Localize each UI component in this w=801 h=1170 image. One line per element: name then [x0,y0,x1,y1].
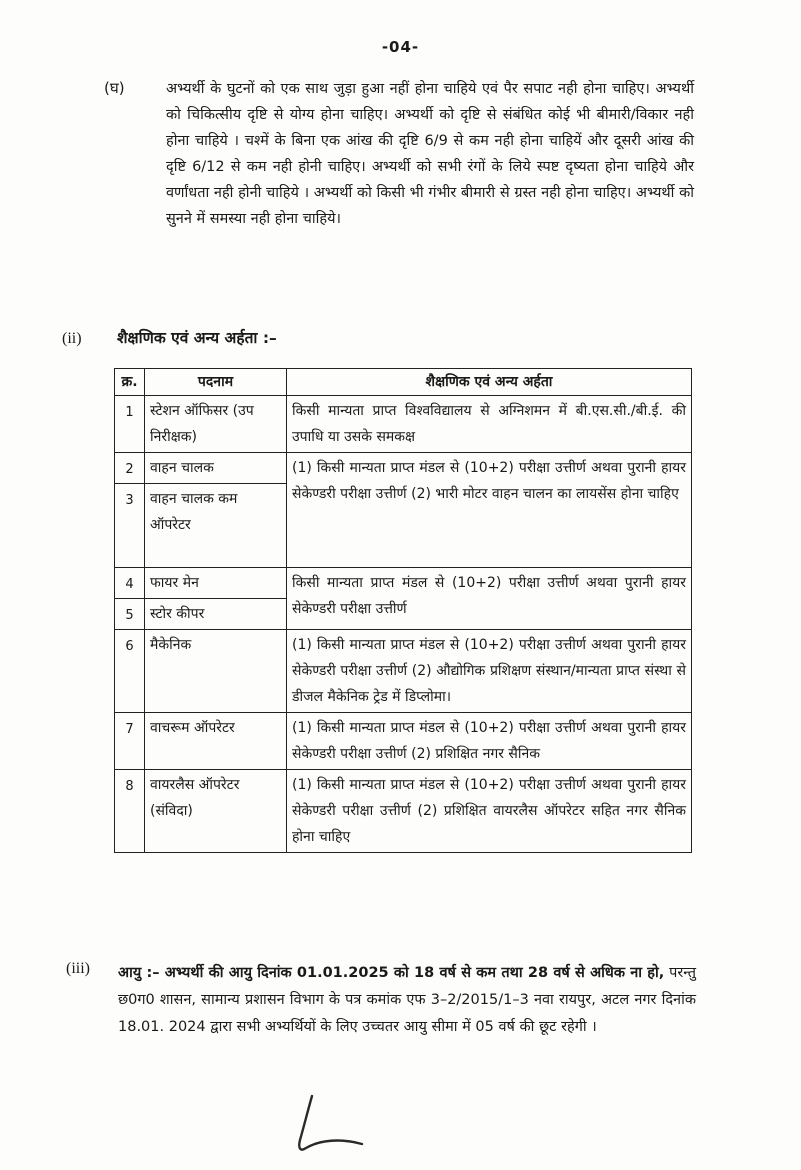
row-serial: 2 [115,453,145,484]
paragraph-gh [104,76,694,232]
row-qualification: (1) किसी मान्यता प्राप्त मंडल से (10+2) परीक्षा उत्तीर्ण अथवा पुरानी हायर सेकेण्डरी परीक्षा उत्तीर्ण (2) प्रशिक्षित नगर सैनिक [287,713,692,770]
qualification-table [114,368,692,853]
paragraph-text: अभ्यर्थी के घुटनों को एक साथ जुड़ा हुआ नहीं होना चाहिये एवं पैर सपाट नही होना चाहिए। अभ्यर्थी को चिकित्सीय दृष्टि से योग्य होना चाहिए। अभ्यर्थी को दृष्टि से संबंधित कोई भी बीमारी/विकार नही होना चाहिये । चश्में के बिना एक आंख की दृष्टि 6/9 से कम नही होना चाहियें और दूसरी आंख की दृष्टि 6/12 से कम नही होनी चाहिए। अभ्यर्थी को सभी रंगों के लिये स्पष्ट दृष्यता होना चाहिये और वर्णांधता नही होनी चाहिये । अभ्यर्थी को किसी भी गंभीर बीमारी से ग्रस्त नही होना चाहिए। अभ्यर्थी को सुनने में समस्या नही होना चाहिये। [166,81,694,227]
header-qualification: शैक्षणिक एवं अन्य अर्हता [287,369,692,396]
age-relaxation-text: परन्तु छ0ग0 शासन, सामान्य प्रशासन विभाग के पत्र कमांक एफ 3–2/2015/1–3 नवा रायपुर, अटल नगर दिनांक 18.01. 2024 द्वारा सभी अभ्यर्थियों के लिए उच्चतर आयु सीमा में 05 वर्ष की छूट रहेगी । [118,965,696,1035]
section-iii [66,960,696,1041]
row-post: मैकेनिक [145,630,287,713]
row-serial: 5 [115,599,145,630]
row-post: स्टोर कीपर [145,599,287,630]
table-row [115,396,692,453]
row-serial: 8 [115,770,145,853]
age-limit-text: आयु :– अभ्यर्थी की आयु दिनांक 01.01.2025 को 18 वर्ष से कम तथा 28 वर्ष से अधिक ना हो, [118,965,665,981]
row-post: वायरलैस ऑपरेटर (संविदा) [145,770,287,853]
row-serial: 6 [115,630,145,713]
header-serial: क्र. [115,369,145,396]
page-number: -04- [381,38,420,56]
table-row [115,568,692,599]
row-post: फायर मेन [145,568,287,599]
row-qualification: (1) किसी मान्यता प्राप्त मंडल से (10+2) परीक्षा उत्तीर्ण अथवा पुरानी हायर सेकेण्डरी परीक्षा उत्तीर्ण (2) प्रशिक्षित वायरलैस ऑपरेटर सहित नगर सैनिक होना चाहिए [287,770,692,853]
header-post: पदनाम [145,369,287,396]
paragraph-label: (घ) [104,79,125,97]
row-qualification: किसी मान्यता प्राप्त मंडल से (10+2) परीक्षा उत्तीर्ण अथवा पुरानी हायर सेकेण्डरी परीक्षा उत्तीर्ण [287,568,692,630]
row-serial: 3 [115,484,145,568]
section-label: (ii) [62,330,82,347]
section-label: (iii) [66,960,90,977]
row-serial: 4 [115,568,145,599]
table-row [115,630,692,713]
row-qualification: (1) किसी मान्यता प्राप्त मंडल से (10+2) परीक्षा उत्तीर्ण अथवा पुरानी हायर सेकेण्डरी परीक्षा उत्तीर्ण (2) औद्योगिक प्रशिक्षण संस्थान/मान्यता प्राप्त संस्था से डीजल मैकेनिक ट्रेड में डिप्लोमा। [287,630,692,713]
row-serial: 7 [115,713,145,770]
row-qualification: किसी मान्यता प्राप्त विश्वविद्यालय से अग्निशमन में बी.एस.सी./बी.ई. की उपाधि या उसके समकक्ष [287,396,692,453]
section-ii-heading [62,326,277,348]
row-post: स्टेशन ऑफिसर (उप निरीक्षक) [145,396,287,453]
row-post: वाहन चालक [145,453,287,484]
signature-icon [290,1088,370,1158]
row-serial: 1 [115,396,145,453]
row-qualification: (1) किसी मान्यता प्राप्त मंडल से (10+2) परीक्षा उत्तीर्ण अथवा पुरानी हायर सेकेण्डरी परीक्षा उत्तीर्ण (2) भारी मोटर वाहन चालन का लायसेंस होना चाहिए [287,453,692,568]
section-title: शैक्षणिक एवं अन्य अर्हता :– [116,329,277,347]
section-iii-text [118,960,696,1041]
table-row [115,453,692,484]
table-row [115,713,692,770]
row-post: वाहन चालक कम ऑपरेटर [145,484,287,568]
row-post: वाचरूम ऑपरेटर [145,713,287,770]
table-header-row [115,369,692,396]
table-row [115,770,692,853]
